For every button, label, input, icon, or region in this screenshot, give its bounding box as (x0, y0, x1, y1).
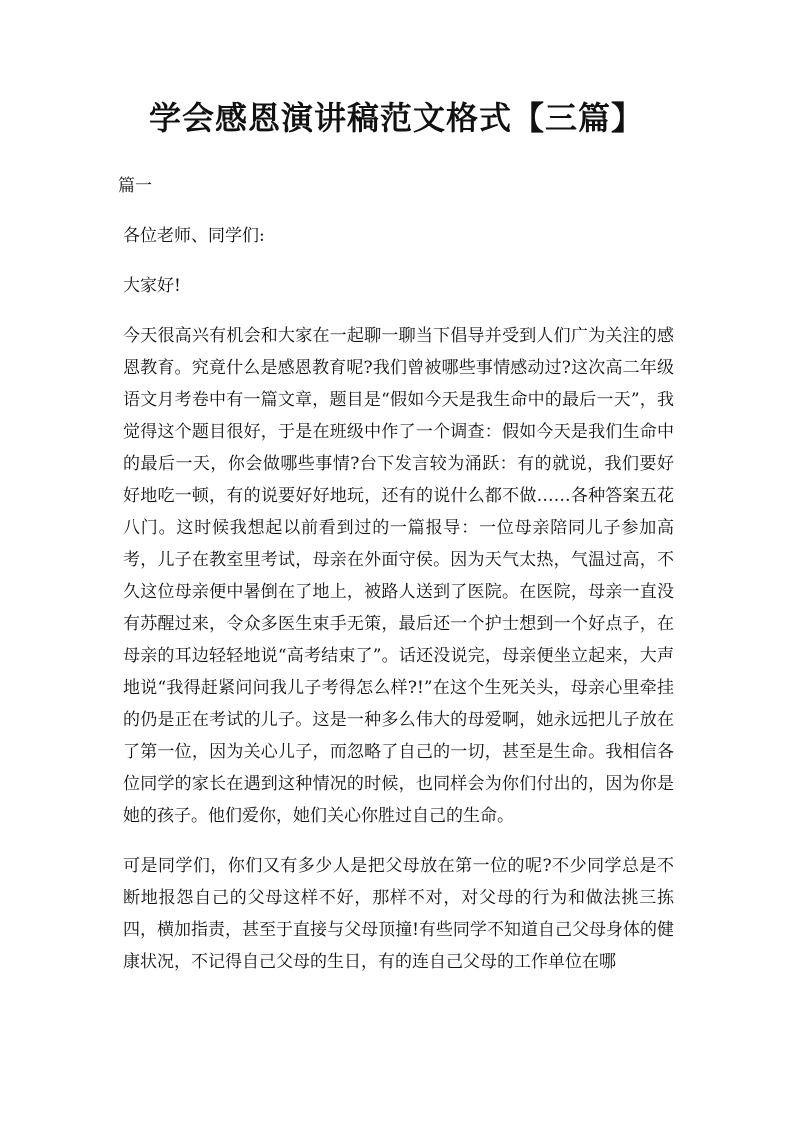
body-paragraph-1: 今天很高兴有机会和大家在一起聊一聊当下倡导并受到人们广为关注的感恩教育。究竟什么是感恩教育呢?我们曾被哪些事情感动过?这次高二年级语文月考卷中有一篇文章，题目是“假如今天是我生命中的最后一天”，我觉得这个题目很好，于是在班级中作了一个调查：假如今天是我们生命中的最后一天，你会做哪些事情?台下发言较为涌跃：有的就说，我们要好好地吃一顿，有的说要好好地玩，还有的说什么都不做……各种答案五花八门。这时候我想起以前看到过的一篇报导：一位母亲陪同儿子参加高考，儿子在教室里考试，母亲在外面守侯。因为天气太热，气温过高，不久这位母亲便中暑倒在了地上，被路人送到了医院。在医院，母亲一直没有苏醒过来，令众多医生束手无策，最后还一个护士想到一个好点子，在母亲的耳边轻轻地说“高考结束了”。话还没说完，母亲便坐立起来，大声地说“我得赶紧问问我儿子考得怎么样?!”在这个生死关头，母亲心里牵挂的仍是正在考试的儿子。这是一种多么伟大的母爱啊，她永远把儿子放在了第一位，因为关心儿子，而忽略了自己的一切，甚至是生命。我相信各位同学的家长在遇到这种情况的时候，也同样会为你们付出的，因为你是她的孩子。他们爱你，她们关心你胜过自己的生命。 (123, 326, 674, 826)
section-label: 篇一 (118, 176, 152, 196)
document-title: 学会感恩演讲稿范文格式【三篇】 (148, 99, 644, 137)
greeting-paragraph: 大家好! (123, 276, 181, 296)
salutation-paragraph: 各位老师、同学们: (123, 226, 265, 246)
document-body (118, 170, 674, 996)
body-paragraph-2: 可是同学们，你们又有多少人是把父母放在第一位的呢?不少同学总是不断地报怨自己的父母这样不好，那样不对，对父母的行为和做法挑三拣四，横加指责，甚至于直接与父母顶撞!有些同学不知道自己父母身体的健康状况，不记得自己父母的生日，有的连自己父母的工作单位在哪 (123, 856, 674, 972)
